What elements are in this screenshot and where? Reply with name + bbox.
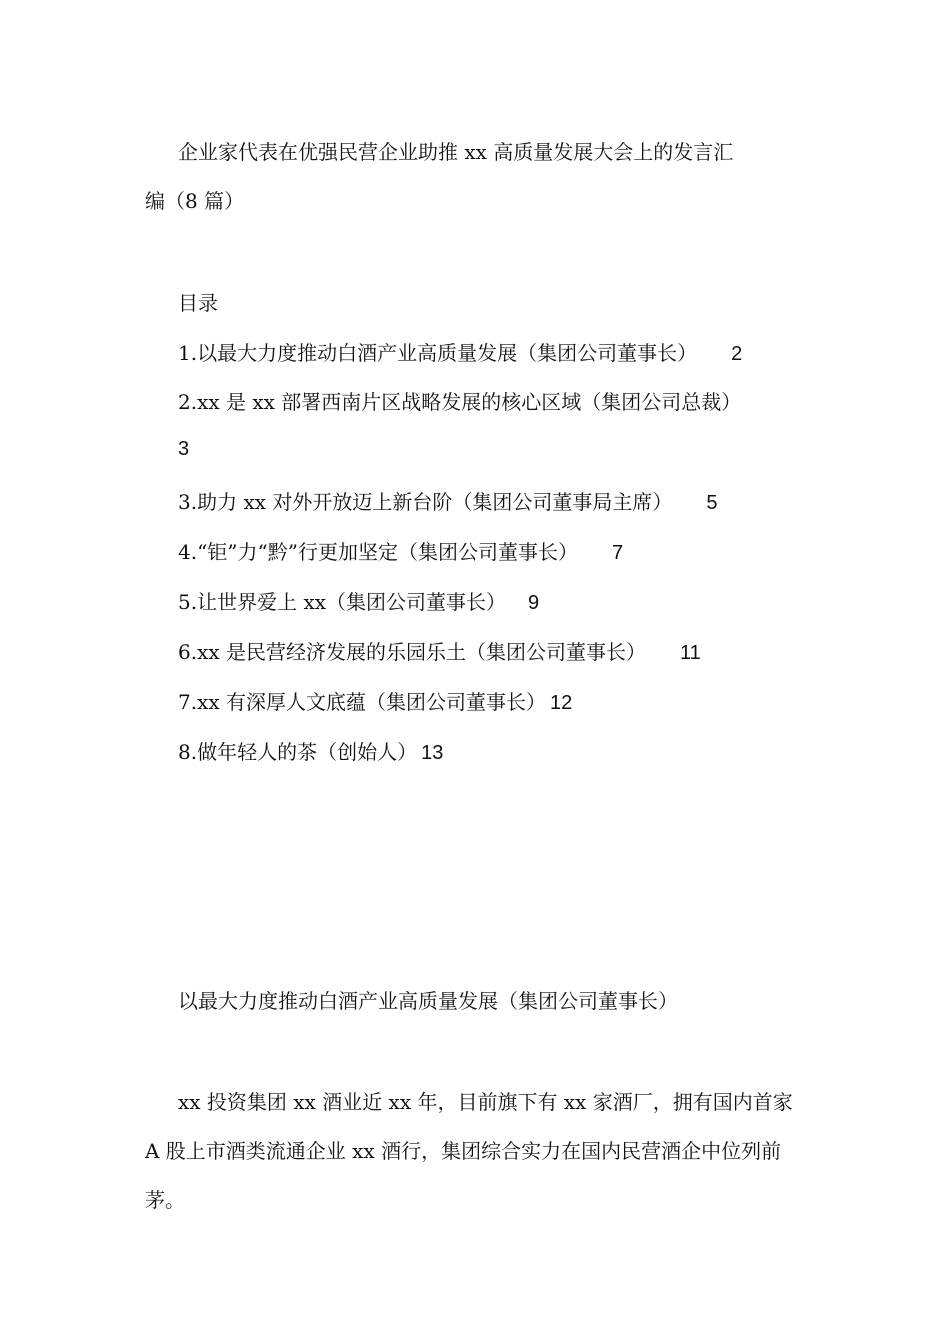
toc-item-label: 7.xx 有深厚人文底蕴（集团公司董事长） — [178, 690, 546, 714]
toc-item-label: 1.以最大力度推动白酒产业高质量发展（集团公司董事长） — [178, 341, 698, 365]
toc-item-3 — [178, 486, 717, 515]
section-title: 以最大力度推动白酒产业高质量发展（集团公司董事长） — [178, 989, 678, 1013]
toc-item-page: 9 — [528, 592, 540, 614]
toc-item-label: 6.xx 是民营经济发展的乐园乐土（集团公司董事长） — [178, 640, 646, 664]
document-title-line-1: 企业家代表在优强民营企业助推 xx 高质量发展大会上的发言汇 — [178, 140, 734, 164]
toc-item-2 — [178, 386, 741, 415]
toc-item-1 — [178, 337, 742, 366]
toc-item-page: 3 — [178, 438, 190, 460]
toc-item-page: 2 — [731, 343, 743, 365]
toc-item-2-page-line — [178, 436, 189, 461]
toc-heading: 目录 — [178, 291, 218, 315]
toc-item-page: 13 — [421, 742, 444, 764]
document-title-line-2: 编（8 篇） — [145, 189, 245, 213]
toc-item-page: 7 — [611, 542, 624, 564]
body-paragraph — [145, 1078, 810, 1225]
toc-item-label: 5.让世界爱上 xx（集团公司董事长） — [178, 590, 506, 614]
paragraph-text: xx 投资集团 xx 酒业近 xx 年，目前旗下有 xx 家酒厂，拥有国内首家 A 股上市酒类流通企业 xx 酒行，集团综合实力在国内民营酒企中位列前茅。 — [145, 1090, 793, 1212]
toc-item-8 — [178, 736, 443, 765]
toc-item-5 — [178, 586, 539, 615]
toc-item-label: 8.做年轻人的茶（创始人） — [178, 740, 418, 764]
toc-item-4 — [178, 536, 623, 565]
toc-item-page: 12 — [550, 692, 573, 714]
toc-item-label: 2.xx 是 xx 部署西南片区战略发展的核心区域（集团公司总裁） — [178, 390, 742, 414]
toc-item-label: 4.“钜”力“黔”行更加坚定（集团公司董事长） — [178, 540, 578, 564]
toc-item-page: 5 — [706, 492, 718, 514]
toc-item-label: 3.助力 xx 对外开放迈上新台阶（集团公司董事局主席） — [178, 490, 673, 514]
toc-item-7 — [178, 686, 572, 715]
toc-item-6 — [178, 636, 701, 665]
toc-item-page: 11 — [680, 642, 701, 664]
